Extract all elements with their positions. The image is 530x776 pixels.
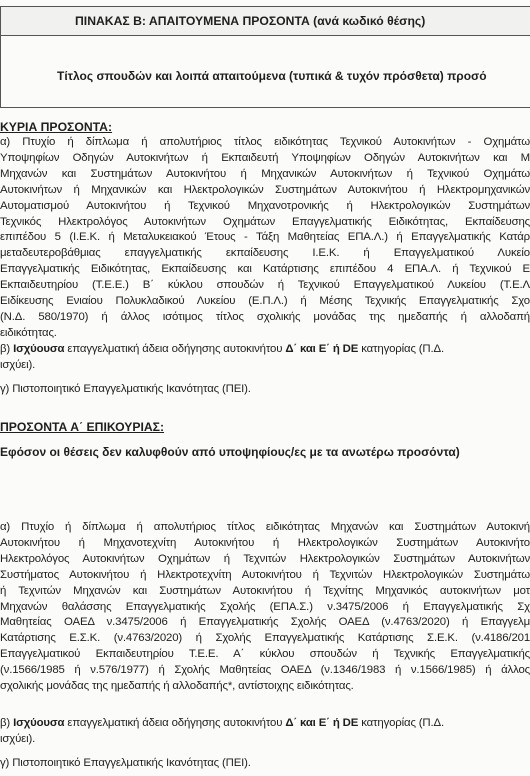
paragraph-line: Εκπαιδευτηρίου (Τ.Ε.Ε.) Β΄ κύκλου σπουδών ή Τεχνικού Επαγγελματικού Λυκείου (Τ.Ε.Λ <box>0 279 530 292</box>
paragraph-line: Μαθητείας ΟΑΕΔ ν.3475/2006 ή Επαγγελματικής Σχολής ΟΑΕΔ (ν.4763/2020) ή Επαγγελμ <box>0 616 530 629</box>
paragraph-line: Ειδίκευσης Ενιαίου Πολυκλαδικού Λυκείου (Ε.Π.Λ.) ή Μέσης Τεχνικής Επαγγελματικής Σχο <box>0 295 530 308</box>
paragraph-line: σχολικής μονάδας της ημεδαπής ή αλλοδαπής*, αντίστοιχης ειδικότητας. <box>0 680 354 693</box>
item-text-continued: ισχύει). <box>0 358 36 371</box>
item-bold-word: Ισχύουσα <box>13 717 65 729</box>
table-header-row <box>0 6 530 36</box>
primary-qualification-b <box>0 342 530 374</box>
item-prefix: β) <box>0 717 11 729</box>
item-text-end: κατηγορίας (Π.Δ. <box>361 717 445 729</box>
paragraph-line: (ν.1566/1985 ή ν.576/1977) ή Σχολής Μαθητείας ΟΑΕΔ (ν.1346/1983 ή ν.1566/1985) ή άλλος <box>0 664 530 677</box>
item-text: επαγγελματική άδεια οδήγησης αυτοκινήτου <box>67 343 283 355</box>
license-category: Δ΄ και Ε΄ ή DE <box>285 343 359 355</box>
secondary-note: Εφόσον οι θέσεις δεν καλυφθούν από υποψηφίους/ες με τα ανωτέρω προσόντα) <box>0 445 460 459</box>
paragraph-line: Αυτοκινήτων ή Μηχανικών και Ηλεκτρολογικών Συστημάτων Αυτοκινήτου ή Ηλεκτρομηχανικών <box>0 183 530 196</box>
paragraph-line: Συστήματος Αυτοκινήτου ή Ηλεκτροτεχνίτη Αυτοκινήτου ή Τεχνιτών Ηλεκτρολογικών Συστημάτω <box>0 568 530 581</box>
table-subheader-cell <box>0 36 530 108</box>
paragraph-line: Επαγγελματικού Εκπαιδευτηρίου Τ.Ε.Ε. Α΄ κύκλου σπουδών ή Τεχνικής Επαγγελματικής <box>0 648 530 661</box>
paragraph-line: Επαγγελματικής Ειδικότητας, Εκπαίδευσης και Κατάρτισης επιπέδου 4 ΕΠΑ.Λ. ή Τεχνικού Ε <box>0 263 530 276</box>
paragraph-line: α) Πτυχίο ή δίπλωμα ή απολυτήριος τίτλος ειδικότητας Μηχανών και Συστημάτων Αυτοκινή <box>0 521 530 533</box>
paragraph-line: Αυτοκινήτου ή Μηχανοτεχνίτη Αυτοκινήτου ή Ηλεκτρολογικών Συστημάτων Αυτοκινήτο <box>0 536 530 549</box>
paragraph-line: (Ν.Δ. 580/1970) ή άλλος ισότιμος τίτλος σχολικής μονάδας της ημεδαπής ή αλλοδαπή <box>0 310 530 323</box>
primary-qualification-a <box>0 135 530 342</box>
item-bold-word: Ισχύουσα <box>13 343 65 355</box>
paragraph-line: ειδικότητας. <box>0 326 57 339</box>
license-category: Δ΄ και Ε΄ ή DE <box>285 717 359 729</box>
table-title: ΠΙΝΑΚΑΣ Β: ΑΠΑΙΤΟΥΜΕΝΑ ΠΡΟΣΟΝΤΑ (ανά κωδικό θέσης) <box>75 14 426 28</box>
primary-qualification-c <box>0 382 530 398</box>
item-text: επαγγελματική άδεια οδήγησης αυτοκινήτου <box>67 717 283 729</box>
column-heading: Τίτλος σπουδών και λοιπά απαιτούμενα (τυπικά & τυχόν πρόσθετα) προσό <box>57 69 487 83</box>
paragraph-line: ή Τεχνιτών Μηχανών και Συστημάτων Αυτοκινήτου ή Τεχνίτης Μηχανικός αυτοκινήτων μοτ <box>0 584 530 597</box>
item-text-continued: ισχύει). <box>0 732 36 745</box>
secondary-qualification-b <box>0 716 530 748</box>
item-prefix: β) <box>0 343 11 355</box>
paragraph-line: Αυτοματισμού Αυτοκινήτου ή Τεχνικού Μηχανοτρονικής ή Ηλεκτρολογικών Συστημάτων <box>0 199 530 212</box>
item-text-end: κατηγορίας (Π.Δ. <box>361 343 445 355</box>
item-text: γ) Πιστοποιητικό Επαγγελματικής Ικανότητας (ΠΕΙ). <box>0 383 251 395</box>
paragraph-line: α) Πτυχίο ή δίπλωμα ή απολυτήριος τίτλος ειδικότητας Τεχνικού Αυτοκινήτων - Οχημάτω <box>0 136 530 148</box>
paragraph-line: Μηχανών και Συστημάτων Αυτοκινήτου ή Μηχανικών Αυτοκινήτων ή Τεχνικού Οχημάτω <box>0 167 530 180</box>
primary-qualifications-title: ΚΥΡΙΑ ΠΡΟΣΟΝΤΑ: <box>0 120 113 134</box>
secondary-qualification-a <box>0 520 530 695</box>
paragraph-line: επιπέδου 5 (Ι.Ε.Κ. ή Μεταλυκειακού Έτους - Τάξη Μαθητείας ΕΠΑ.Λ.) ή Επαγγελματικής Κατάρ <box>0 231 530 244</box>
secondary-qualifications-title: ΠΡΟΣΟΝΤΑ Α΄ ΕΠΙΚΟΥΡΙΑΣ: <box>0 420 165 434</box>
paragraph-line: Κατάρτισης Ε.Σ.Κ. (ν.4763/2020) ή Σχολής Επαγγελματικής Κατάρτισης Σ.Ε.Κ. (ν.4186/201 <box>0 632 530 645</box>
paragraph-line: Υποψηφίων Οδηγών Αυτοκινήτων ή Εκπαιδευτή Υποψηφίων Οδηγών Αυτοκινήτων και Μ <box>0 151 530 164</box>
paragraph-line: μεταδευτεροβάθμιας επαγγελματικής εκπαίδευσης Ι.Ε.Κ. ή Επαγγελματικού Λυκείο <box>0 247 530 260</box>
paragraph-line: Μηχανών θαλάσσης Επαγγελματικής Σχολής (ΕΠΑ.Σ.) ν.3475/2006 ή Επαγγελματικής Σχ <box>0 600 530 613</box>
paragraph-line: Τεχνικός Ηλεκτρολόγος Αυτοκινήτων Οχημάτων Επαγγελματικής Ειδικότητας, Εκπαίδευσης <box>0 215 530 228</box>
item-text: γ) Πιστοποιητικό Επαγγελματικής Ικανότητας (ΠΕΙ). <box>0 757 251 769</box>
paragraph-line: Ηλεκτρολόγος Αυτοκινήτων Οχημάτων ή Τεχνιτών Ηλεκτρολογικών Συστημάτων Αυτοκινήτων <box>0 552 530 565</box>
secondary-qualification-c <box>0 756 530 772</box>
